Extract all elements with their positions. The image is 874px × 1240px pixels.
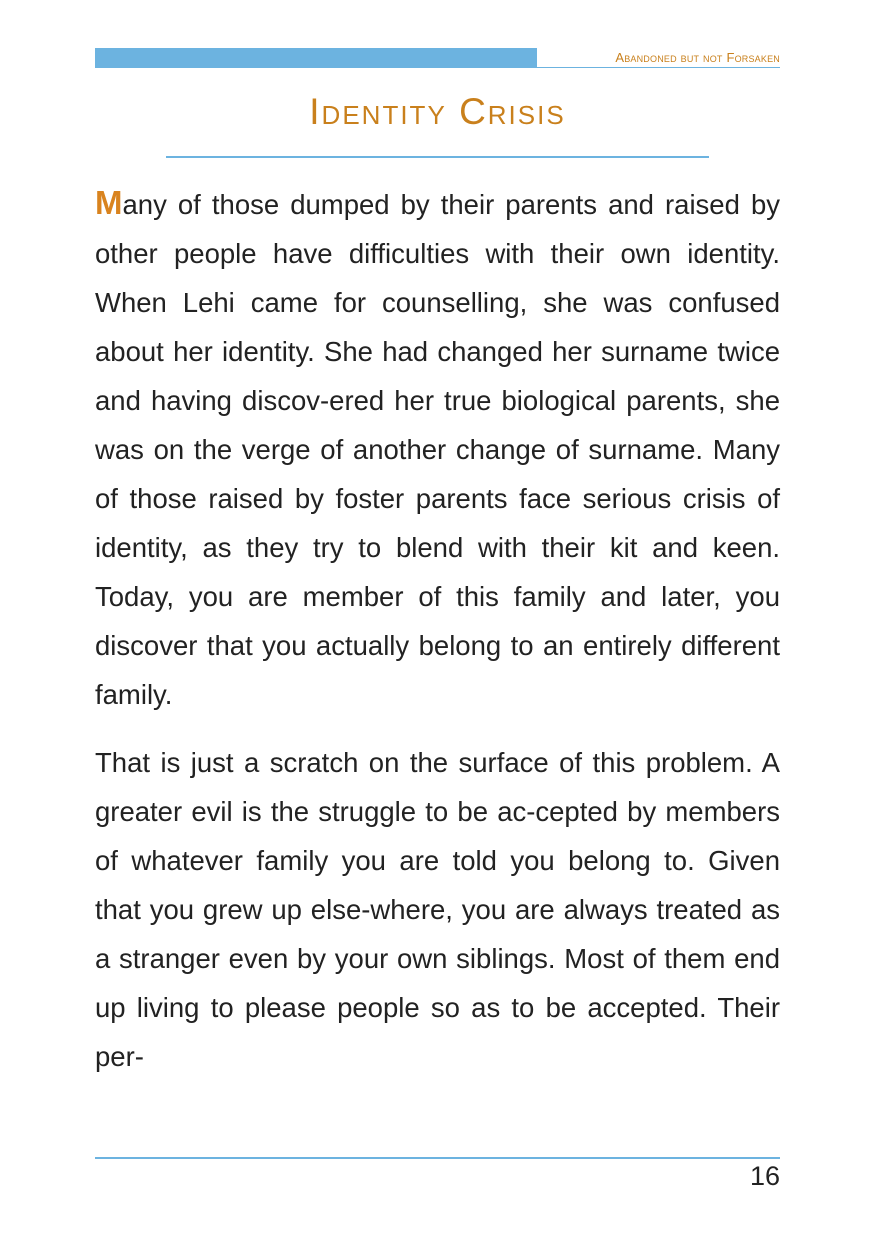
title-underline-rule [166, 156, 709, 158]
drop-initial: M [95, 184, 123, 221]
paragraph-1 [95, 178, 780, 719]
header-accent-bar [95, 48, 537, 68]
paragraph-1-text: any of those dumped by their parents and raised by other people have difficulties with their own identity. When Lehi came for counselling, she was confused about her identity. She had changed her surname twice and having discov-ered her true biological parents, she was on the verge of another change of surname. Many of those raised by foster parents face serious crisis of identity, as they try to blend with their kit and keen. Today, you are member of this family and later, you discover that you actually belong to an entirely different family. [95, 189, 780, 710]
body-text [95, 178, 780, 1081]
header-rule [537, 67, 780, 68]
chapter-title: Identity Crisis [309, 91, 566, 132]
paragraph-2: That is just a scratch on the surface of this problem. A greater evil is the struggle to be ac-cepted by members of whatever family you are told you belong to. Given that you grew up else-where, you are always treated as a stranger even by your own siblings. Most of them end up living to please people so as to be accepted. Their per- [95, 747, 780, 1072]
footer-rule [95, 1157, 780, 1159]
page-number: 16 [749, 1161, 780, 1191]
running-head-title: Abandoned but not Forsaken [615, 50, 780, 65]
